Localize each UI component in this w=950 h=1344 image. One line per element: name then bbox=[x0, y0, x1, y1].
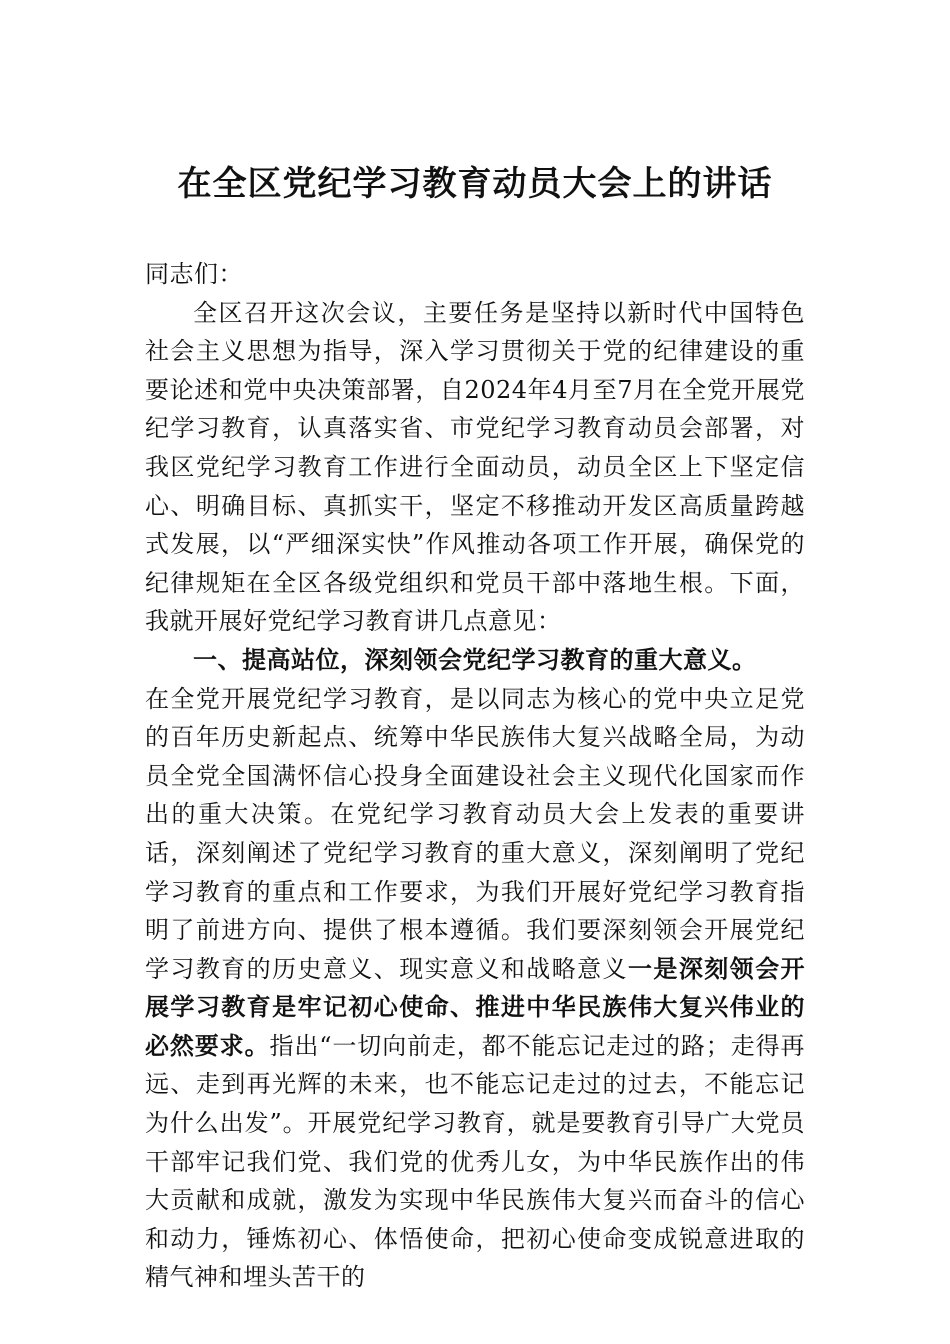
section-1-body: 在全党开展党纪学习教育，是以同志为核心的党中央立足党的百年历史新起点、统筹中华民族伟大复兴战略全局，为动员全党全国满怀信心投身全面建设社会主义现代化国家而作出的重大决策。在党纪学习教育动员大会上发表的重要讲话，深刻阐述了党纪学习教育的重大意义，深刻阐明了党纪学习教育的重点和工作要求，为我们开展好党纪学习教育指明了前进方向、提供了根本遵循。我们要深刻领会开展党纪学习教育的历史意义、现实意义和战略意义 bbox=[145, 684, 805, 983]
paragraph-intro: 全区召开这次会议，主要任务是坚持以新时代中国特色社会主义思想为指导，深入学习贯彻关于党的纪律建设的重要论述和党中央决策部署，自2024年4月至7月在全党开展党纪学习教育，认真落实省、市党纪学习教育动员会部署，对我区党纪学习教育工作进行全面动员，动员全区上下坚定信心、明确目标、真抓实干，坚定不移推动开发区高质量跨越式发展，以“严细深实快”作风推动各项工作开展，确保党的纪律规矩在全区各级党组织和党员干部中落地生根。下面，我就开展好党纪学习教育讲几点意见： bbox=[145, 298, 805, 636]
point-1-heading: 一是深刻领会开展学习教育是牢记初心使命、推进中华民族伟大复兴伟业的必然要求。 bbox=[145, 953, 806, 1060]
point-1-body: 指出“一切向前走，都不能忘记走过的路；走得再远、走到再光辉的未来，也不能忘记走过的过去，不能忘记为什么出发”。开展党纪学习教育，就是要教育引导广大党员干部牢记我们党、我们党的优秀儿女，为中华民族作出的伟大贡献和成就，激发为实现中华民族伟大复兴而奋斗的信心和动力，锤炼初心、体悟使命，把初心使命变成锐意进取的精气神和埋头苦干的 bbox=[145, 1031, 805, 1292]
salutation: 同志们： bbox=[145, 260, 243, 288]
document-title: 在全区党纪学习教育动员大会上的讲话 bbox=[177, 164, 773, 204]
paragraph-section-1 bbox=[145, 680, 805, 1298]
document-body bbox=[145, 255, 805, 1297]
section-heading-1: 一、提高站位，深刻领会党纪学习教育的重大意义。 bbox=[193, 644, 757, 674]
